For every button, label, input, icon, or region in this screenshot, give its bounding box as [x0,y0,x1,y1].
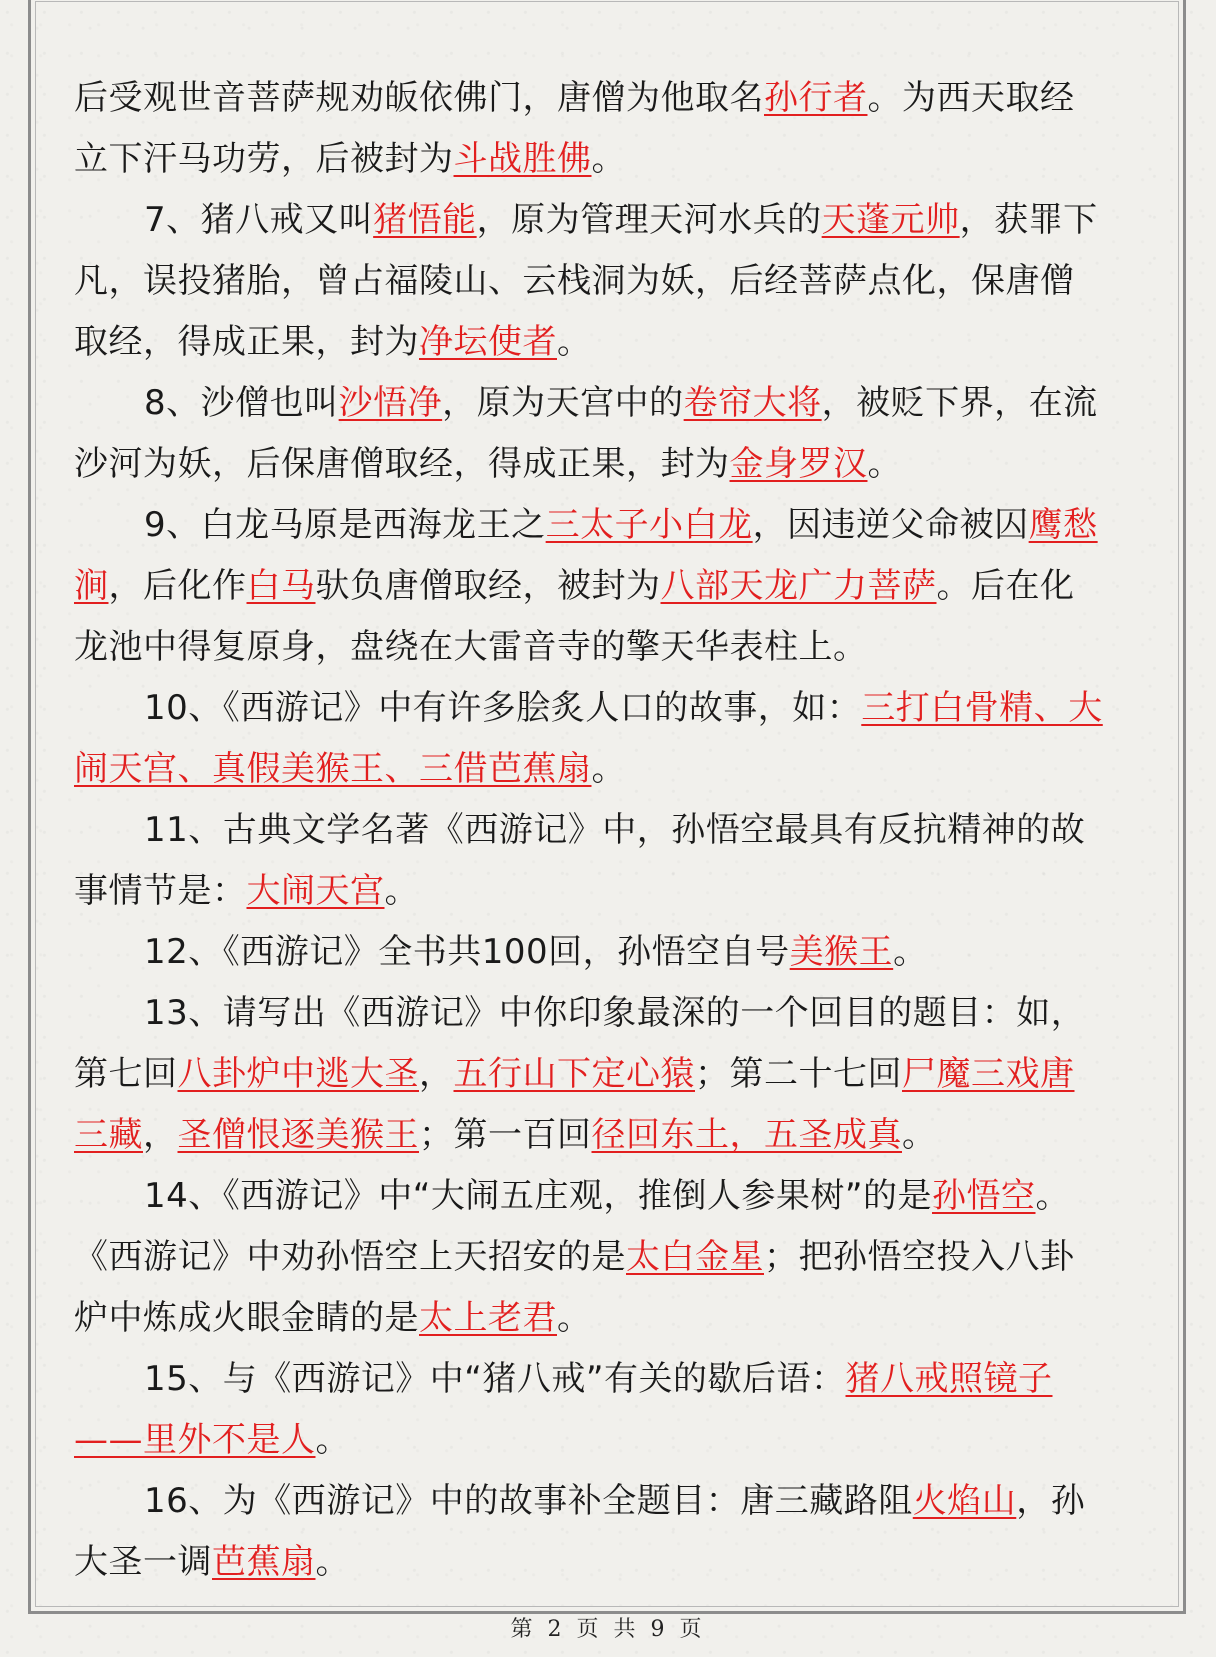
body-text: 。 [1035,1176,1070,1216]
body-text: 。 [591,749,626,789]
body-text: 。 [893,932,928,972]
text-line [74,1349,1142,1410]
answer-text: 太上老君 [419,1298,557,1338]
answer-text: 涧 [74,566,109,606]
body-text: ， [143,1115,178,1155]
answer-text: 孙行者 [764,78,868,118]
answer-text: 孙悟空 [932,1176,1036,1216]
answer-text: 美猴王 [789,932,894,972]
body-text: ，被贬下界，在流 [821,383,1098,423]
text-line [74,190,1142,251]
body-text: 后受观世音菩萨规劝皈依佛门，唐僧为他取名 [74,78,764,118]
body-text: 15、与《西游记》中“猪八戒”有关的歇后语： [144,1359,846,1399]
answer-text: 猪悟能 [373,200,477,240]
body-text: 龙池中得复原身，盘绕在大雷音寺的擎天华表柱上。 [74,627,868,667]
text-line [74,1288,1142,1349]
answer-text: 五行山下定心猿 [453,1054,695,1094]
text-line [74,1044,1142,1105]
text-line [74,800,1142,861]
body-text: 。 [384,871,419,911]
answer-text: 闹天宫、真假美猴王、三借芭蕉扇 [74,749,592,789]
body-text: 12、《西游记》全书共100回，孙悟空自号 [144,932,790,972]
answer-text: 八部天龙广力菩萨 [660,566,937,606]
body-text: 。 [557,322,592,362]
body-text: ，后化作 [108,566,247,606]
document-body [74,68,1142,1593]
answer-text: 火焰山 [912,1481,1017,1521]
body-text: ，原为管理天河水兵的 [476,200,822,240]
body-text: 16、为《西游记》中的故事补全题目：唐三藏路阻 [144,1481,913,1521]
answer-text: 猪八戒照镜子 [845,1359,1053,1399]
body-text: 11、古典文学名著《西游记》中，孙悟空最具有反抗精神的故 [144,810,1086,850]
body-text: ，获罪下 [959,200,1098,240]
body-text: ，原为天宫中的 [442,383,684,423]
body-text: 第七回 [74,1054,178,1094]
body-text: 7、猪八戒又叫 [144,200,374,240]
body-text: 。 [867,444,902,484]
answer-text: 八卦炉中逃大圣 [177,1054,419,1094]
body-text: 取经，得成正果，封为 [74,322,419,362]
body-text: 8、沙僧也叫 [144,383,339,423]
body-text: 。 [902,1115,937,1155]
page-footer: 第 2 页 共 9 页 [510,1617,706,1642]
text-line [74,1532,1142,1593]
answer-text: 斗战胜佛 [453,139,592,179]
body-text: 大圣一调 [74,1542,212,1582]
answer-text: 太白金星 [626,1237,764,1277]
text-line [74,617,1142,678]
body-text: 9、白龙马原是西海龙王之 [144,505,546,545]
text-line [74,922,1142,983]
text-line [74,251,1142,312]
body-text: 凡，误投猪胎，曾占福陵山、云栈洞为妖，后经菩萨点化，保唐僧 [74,261,1075,301]
answer-text: 圣僧恨逐美猴王 [177,1115,419,1155]
text-line [74,312,1142,373]
body-text: ，因违逆父命被囚 [752,505,1029,545]
body-text: ；第一百回 [419,1115,592,1155]
answer-text: 卷帘大将 [683,383,822,423]
answer-text: 金身罗汉 [729,444,868,484]
answer-text: 三太子小白龙 [545,505,753,545]
answer-text: 鹰愁 [1028,505,1098,545]
text-line [74,434,1142,495]
text-line [74,739,1142,800]
body-text: 。 [315,1542,350,1582]
answer-text: 沙悟净 [338,383,443,423]
body-text: 事情节是： [74,871,247,911]
body-text: 。 [557,1298,592,1338]
body-text: ，孙 [1016,1481,1086,1521]
text-line [74,1410,1142,1471]
body-text: ， [419,1054,454,1094]
answer-text: 尸魔三戏唐 [902,1054,1075,1094]
body-text: 沙河为妖，后保唐僧取经，得成正果，封为 [74,444,730,484]
answer-text: 大闹天宫 [246,871,385,911]
text-line [74,861,1142,922]
text-line [74,678,1142,739]
text-line [74,983,1142,1044]
text-line [74,495,1142,556]
body-text: 。为西天取经 [867,78,1075,118]
body-text: 。 [315,1420,350,1460]
body-text: ；第二十七回 [695,1054,902,1094]
text-line [74,1166,1142,1227]
body-text: 。 [591,139,626,179]
body-text: 10、《西游记》中有许多脍炙人口的故事，如： [144,688,862,728]
text-line [74,556,1142,617]
text-line [74,129,1142,190]
answer-text: 白马 [246,566,316,606]
answer-text: 三打白骨精、大 [861,688,1103,728]
body-text: 《西游记》中劝孙悟空上天招安的是 [74,1237,626,1277]
answer-text: 径回东土，五圣成真 [591,1115,902,1155]
answer-text: 三藏 [74,1115,143,1155]
text-line [74,68,1142,129]
answer-text: ——里外不是人 [74,1420,316,1460]
answer-text: 芭蕉扇 [212,1542,316,1582]
text-line [74,1471,1142,1532]
body-text: 14、《西游记》中“大闹五庄观，推倒人参果树”的是 [144,1176,932,1216]
text-line [74,1227,1142,1288]
answer-text: 天蓬元帅 [821,200,960,240]
text-line [74,373,1142,434]
text-line [74,1105,1142,1166]
body-text: 。后在化 [936,566,1075,606]
answer-text: 净坛使者 [419,322,557,362]
body-text: 驮负唐僧取经，被封为 [315,566,661,606]
body-text: 炉中炼成火眼金睛的是 [74,1298,419,1338]
body-text: 13、请写出《西游记》中你印象最深的一个回目的题目：如， [144,993,1086,1033]
body-text: ；把孙悟空投入八卦 [764,1237,1075,1277]
body-text: 立下汗马功劳，后被封为 [74,139,454,179]
